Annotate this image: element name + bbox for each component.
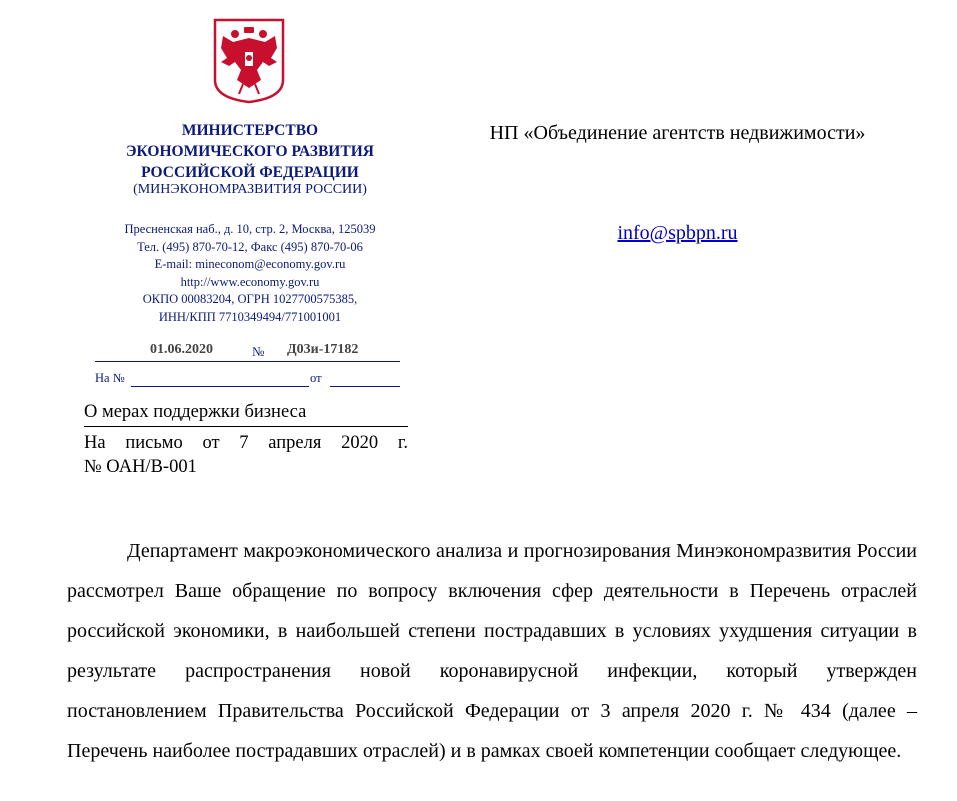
ministry-name-line3: РОССИЙСКОЙ ФЕДЕРАЦИИ — [141, 164, 359, 181]
coat-of-arms-icon — [213, 18, 285, 104]
ministry-email: E-mail: mineconom@economy.gov.ru — [154, 257, 346, 271]
ministry-name-line2: ЭКОНОМИЧЕСКОГО РАЗВИТИЯ — [126, 143, 374, 160]
recipient-email-link[interactable]: info@spbpn.ru — [617, 222, 738, 244]
reply-from-label: от — [310, 371, 322, 385]
registration-number-label: № — [252, 344, 265, 359]
ministry-website: http://www.economy.gov.ru — [180, 274, 320, 289]
ministry-contacts — [80, 221, 420, 326]
ministry-short-name: (МИНЭКОНОМРАЗВИТИЯ РОССИИ) — [133, 182, 367, 197]
ministry-inn: ИНН/КПП 7710349494/771001001 — [158, 309, 342, 324]
registration-number: Д03и-17182 — [287, 342, 359, 357]
ministry-address: Пресненская наб., д. 10, стр. 2, Москва, 125039 — [124, 222, 376, 236]
registration-line — [95, 342, 400, 362]
letter-subject — [84, 400, 408, 479]
ministry-name-line1: МИНИСТЕРСТВО — [181, 122, 319, 139]
reply-number-label: На № — [95, 371, 125, 385]
recipient-email — [480, 222, 875, 245]
ministry-name — [80, 120, 420, 183]
body-paragraph: Департамент макроэкономического анализа и прогнозирования Минэкономразвития России рассмотрел Ваше обращение по вопросу включения сфер деятельности в Перечень отраслей российской экономики, в наибольшей степени пострадавших в условиях ухудшения ситуации в результате распространения новой коронавирусной инфекции, который утвержден постановлением Правительства Российской Федерации от 3 апреля 2020 г. № 434 (далее – Перечень наиболее пострадавших отраслей) и в рамках своей компетенции сообщает следующее. — [67, 540, 917, 762]
letter-body — [67, 531, 917, 771]
registration-date: 01.06.2020 — [150, 342, 213, 357]
subject-reference-number: № ОАН/В-001 — [84, 457, 197, 477]
ministry-phones: Тел. (495) 870-70-12, Факс (495) 870-70-06 — [137, 239, 363, 254]
subject-reference: На письмо от 7 апреля 2020 г. — [84, 433, 408, 453]
reply-reference-line — [95, 371, 400, 387]
recipient-name: НП «Объединение агентств недвижимости» — [489, 122, 866, 144]
ministry-okpo: ОКПО 00083204, ОГРН 1027700575385, — [142, 292, 358, 306]
subject-title: О мерах поддержки бизнеса — [84, 400, 408, 427]
reply-number-blank — [131, 371, 309, 387]
reply-date-blank — [330, 371, 400, 387]
